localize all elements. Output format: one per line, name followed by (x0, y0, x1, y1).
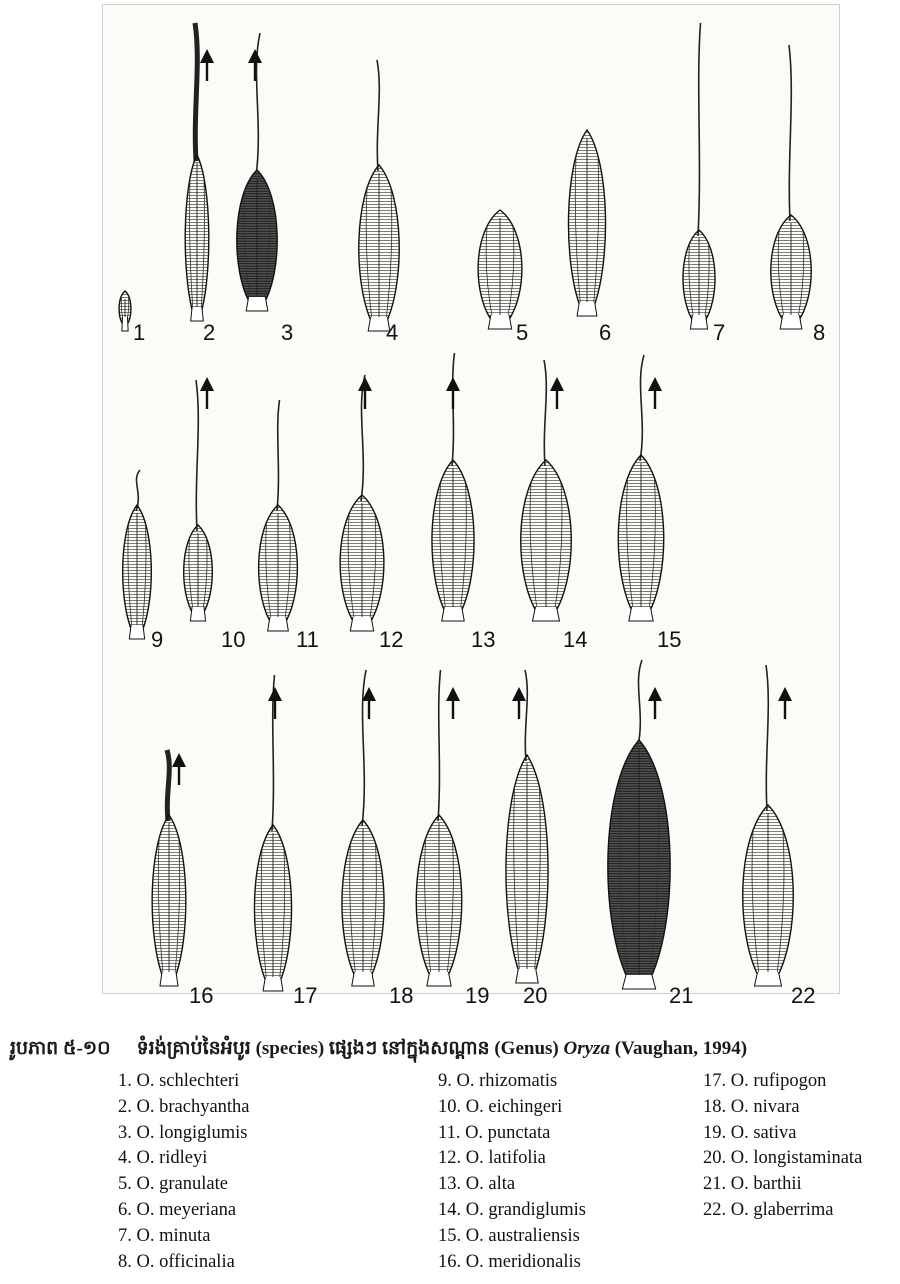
legend-item-8: 8. O. officinalia (118, 1251, 235, 1272)
specimen-number-7: 7 (713, 320, 726, 345)
grain-specimen-2 (185, 23, 209, 321)
legend-item-4: 4. O. ridleyi (118, 1148, 208, 1169)
specimen-number-1: 1 (133, 320, 146, 345)
awn-arrow-17 (268, 687, 282, 719)
legend-item-2: 2. O. brachyantha (118, 1096, 250, 1117)
legend-item-20: 20. O. longistaminata (703, 1148, 863, 1169)
grain-specimen-1 (119, 291, 131, 331)
grain-specimen-19 (416, 670, 461, 986)
legend-item-1: 1. O. schlechteri (118, 1071, 240, 1091)
awn-arrow-22 (778, 687, 792, 719)
legend-item-17: 17. O. rufipogon (703, 1071, 827, 1091)
specimen-number-11: 11 (296, 627, 319, 652)
grain-specimen-4 (359, 60, 399, 331)
specimen-number-22: 22 (791, 983, 816, 1008)
awn-arrow-15 (648, 377, 662, 409)
grain-specimen-3 (237, 33, 277, 311)
specimen-number-8: 8 (813, 320, 826, 345)
specimen-number-6: 6 (599, 320, 612, 345)
grain-specimen-15 (618, 355, 663, 621)
grain-specimen-17 (254, 675, 291, 991)
grain-specimen-5 (478, 210, 522, 329)
awn-arrow-2 (200, 49, 214, 81)
grain-specimen-20 (506, 670, 548, 983)
legend-item-11: 11. O. punctata (438, 1122, 551, 1143)
legend-item-15: 15. O. australiensis (438, 1225, 580, 1246)
legend-item-5: 5. O. granulate (118, 1174, 228, 1195)
specimen-number-12: 12 (379, 627, 404, 652)
grain-specimen-18 (342, 670, 384, 986)
grain-specimen-14 (521, 360, 572, 621)
legend-column-1 (118, 1069, 250, 1275)
grain-specimen-11 (259, 400, 298, 631)
grain-specimen-9 (123, 470, 152, 639)
legend-item-21: 21. O. barthii (703, 1174, 802, 1195)
specimen-number-20: 20 (523, 983, 548, 1008)
specimen-number-17: 17 (293, 983, 318, 1008)
legend-item-14: 14. O. grandiglumis (438, 1199, 586, 1220)
specimen-number-9: 9 (151, 627, 164, 652)
figure-number: រូបភាព ៥-១០ (10, 1038, 111, 1059)
legend-item-9: 9. O. rhizomatis (438, 1071, 558, 1091)
legend-item-13: 13. O. alta (438, 1174, 516, 1195)
specimen-number-2: 2 (203, 320, 216, 345)
specimen-number-19: 19 (465, 983, 490, 1008)
awn-arrow-13 (446, 377, 460, 409)
specimen-number-10: 10 (221, 627, 246, 652)
caption-genus: Oryza (563, 1038, 610, 1059)
grain-specimen-16 (152, 750, 186, 986)
grain-specimen-7 (683, 23, 715, 329)
awn-arrow-18 (362, 687, 376, 719)
awn-arrow-21 (648, 687, 662, 719)
specimen-number-15: 15 (657, 627, 682, 652)
awn-arrow-12 (358, 377, 372, 409)
legend-item-22: 22. O. glaberrima (703, 1199, 834, 1220)
awn-arrow-20 (512, 687, 526, 719)
specimen-number-3: 3 (281, 320, 294, 345)
awn-arrow-3 (248, 49, 262, 81)
legend-item-10: 10. O. eichingeri (438, 1096, 563, 1117)
specimen-number-13: 13 (471, 627, 496, 652)
awn-arrow-19 (446, 687, 460, 719)
legend-item-6: 6. O. meyeriana (118, 1199, 237, 1220)
specimen-number-21: 21 (669, 983, 694, 1008)
legend-item-12: 12. O. latifolia (438, 1148, 546, 1169)
caption-citation: (Vaughan, 1994) (614, 1038, 748, 1059)
specimen-number-16: 16 (189, 983, 214, 1008)
grain-specimen-12 (340, 375, 384, 631)
caption-text: ទំរង់គ្រាប់នៃអំបូរ (species) ផ្សេងៗ នៅក្នុងសណ្ដាន (Genus) (136, 1038, 559, 1059)
legend-item-19: 19. O. sativa (703, 1122, 797, 1143)
grain-illustration-plate (102, 4, 840, 1008)
legend-item-16: 16. O. meridionalis (438, 1251, 581, 1272)
awn-arrow-10 (200, 377, 214, 409)
legend-column-3 (703, 1069, 862, 1224)
specimen-number-18: 18 (389, 983, 414, 1008)
legend-column-2 (438, 1069, 586, 1275)
specimen-number-5: 5 (516, 320, 529, 345)
legend-item-3: 3. O. longiglumis (118, 1122, 248, 1143)
awn-arrow-14 (550, 377, 564, 409)
legend-item-7: 7. O. minuta (118, 1225, 211, 1246)
legend-item-18: 18. O. nivara (703, 1096, 800, 1117)
grain-specimen-10 (184, 380, 213, 621)
specimen-number-4: 4 (386, 320, 399, 345)
awn-arrow-16 (172, 753, 186, 785)
figure-caption (10, 1036, 890, 1064)
grain-specimen-8 (771, 45, 811, 329)
grain-specimen-21 (608, 660, 670, 989)
grain-drawings (103, 5, 841, 1008)
specimen-number-14: 14 (563, 627, 588, 652)
grain-specimen-6 (568, 130, 605, 316)
